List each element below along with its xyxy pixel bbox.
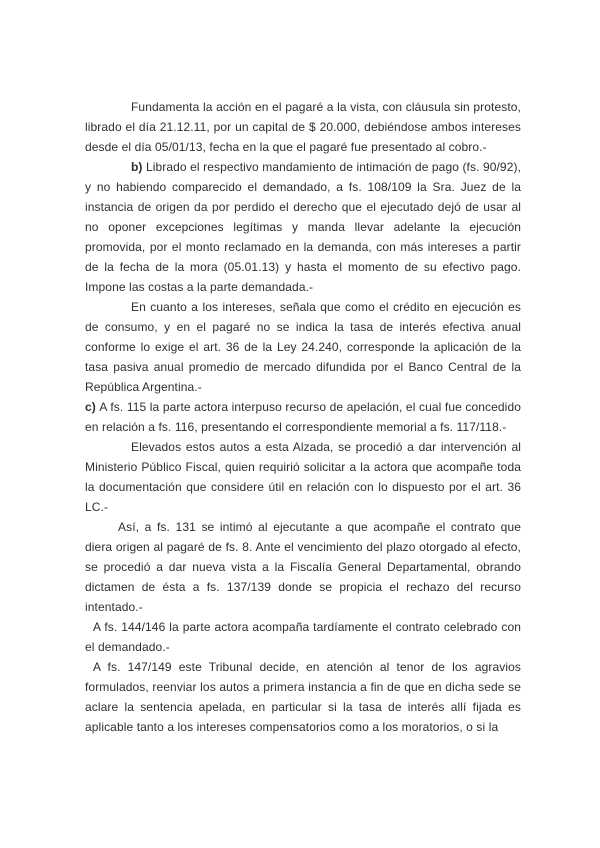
paragraph-text: A fs. 115 la parte actora interpuso recurso de apelación, el cual fue concedido en relación a fs. 116, presentando el correspondiente memorial a fs. 117/118.- — [85, 400, 521, 434]
paragraph-text: En cuanto a los intereses, señala que como el crédito en ejecución es de consumo, y en el pagaré no se indica la tasa de interés efectiva anual conforme lo exige el art. 36 de la Ley 24.240, corresponde la aplicación de la tasa pasiva anual promedio de mercado difundida por el Banco Central de la República Argentina.- — [85, 300, 521, 394]
paragraph-text: Elevados estos autos a esta Alzada, se procedió a dar intervención al Ministerio Público Fiscal, quien requirió solicitar a la actora que acompañe toda la documentación que considere útil en relación con lo dispuesto por el art. 36 LC.- — [85, 440, 521, 514]
paragraph-text: A fs. 144/146 la parte actora acompaña tardíamente el contrato celebrado con el demandado.- — [85, 620, 521, 654]
paragraph — [85, 437, 521, 517]
paragraph — [85, 157, 521, 297]
paragraph — [85, 397, 521, 437]
paragraph-text: Librado el respectivo mandamiento de intimación de pago (fs. 90/92), y no habiendo comparecido el demandado, a fs. 108/109 la Sra. Juez de la instancia de origen da por perdido el derecho que el ejecutado dejó de usar al no oponer excepciones legítimas y manda llevar adelante la ejecución promovida, por el monto reclamado en la demanda, con más intereses a partir de la fecha de la mora (05.01.13) y hasta el momento de su efectivo pago. Impone las costas a la parte demandada.- — [85, 160, 521, 294]
paragraph-text: Fundamenta la acción en el pagaré a la vista, con cláusula sin protesto, librado el día 21.12.11, por un capital de $ 20.000, debiéndose ambos intereses desde el día 05/01/13, fecha en la que el pagaré fue presentado al cobro.- — [85, 100, 521, 154]
document-body — [85, 97, 521, 737]
paragraph-lead: c) — [85, 400, 100, 414]
paragraph — [85, 97, 521, 157]
paragraph-text: A fs. 147/149 este Tribunal decide, en atención al tenor de los agravios formulados, reenviar los autos a primera instancia a fin de que en dicha sede se aclare la sentencia apelada, en particular si la tasa de interés allí fijada es aplicable tanto a los intereses compensatorios como a los moratorios, o si la — [85, 660, 521, 734]
paragraph — [85, 297, 521, 397]
paragraph — [85, 657, 521, 737]
paragraph — [85, 617, 521, 657]
paragraph-lead: b) — [131, 160, 146, 174]
paragraph — [85, 517, 521, 617]
paragraph-text: Así, a fs. 131 se intimó al ejecutante a que acompañe el contrato que diera origen al pagaré de fs. 8. Ante el vencimiento del plazo otorgado al efecto, se procedió a dar nueva vista a la Fiscalía General Departamental, obrando dictamen de ésta a fs. 137/139 donde se propicia el rechazo del recurso intentado.- — [85, 520, 521, 614]
